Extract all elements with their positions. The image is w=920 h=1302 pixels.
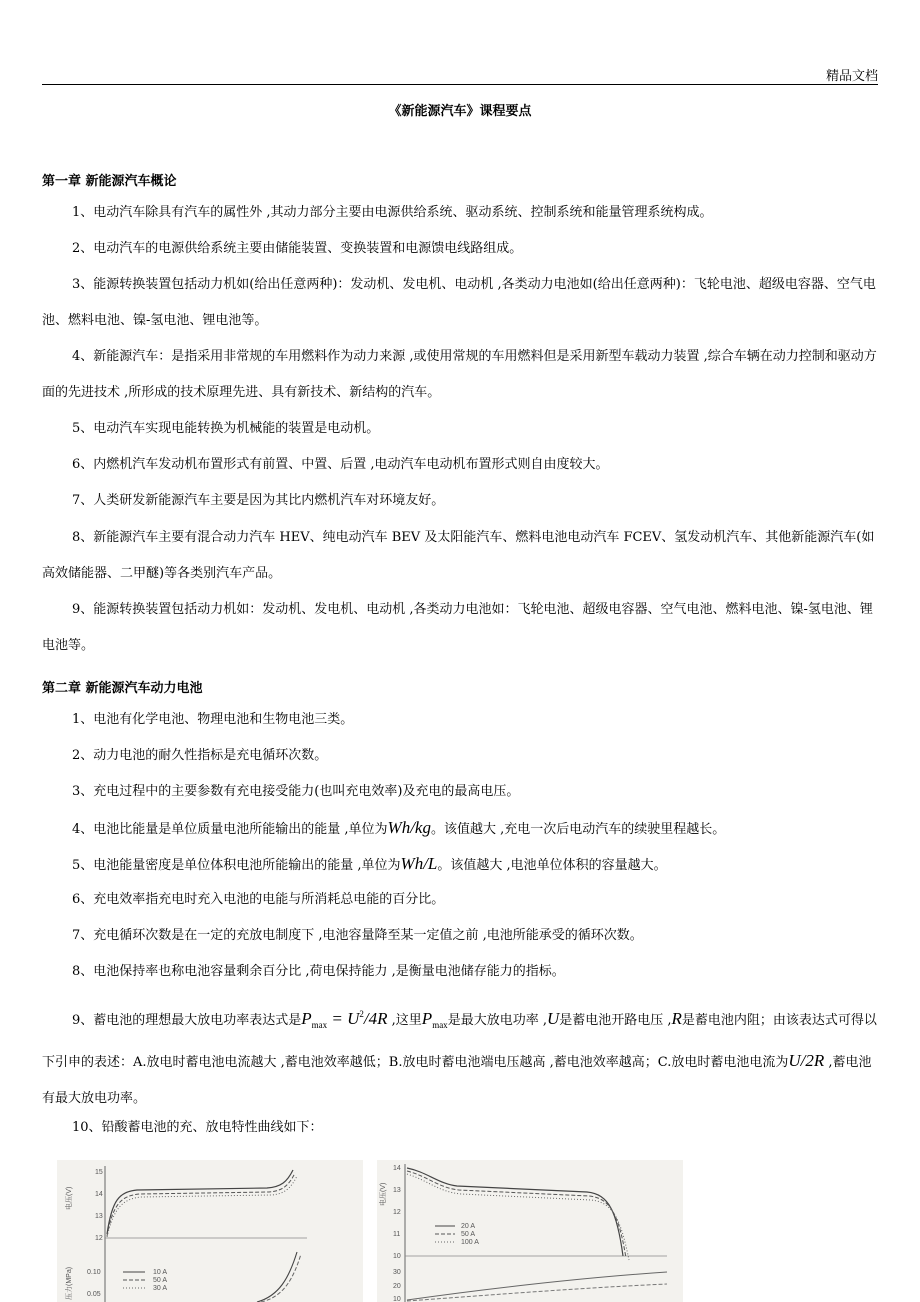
discharge-curve-figure	[377, 1160, 683, 1302]
ch1-item-2: 2、电动汽车的电源供给系统主要由储能装置、变换装置和电源馈电线路组成。	[72, 241, 523, 256]
legend-100a: 100 A	[461, 1239, 479, 1246]
left-tick-12: 12	[95, 1235, 103, 1242]
right-tick-11: 11	[393, 1231, 401, 1238]
symbol-r: R	[671, 1009, 682, 1028]
legend-50a: 50 A	[153, 1277, 168, 1284]
ch1-item-1: 1、电动汽车除具有汽车的属性外 ,其动力部分主要由电源供给系统、驱动系统、控制系统和能量管理系统构成。	[72, 205, 713, 220]
legend-30a: 30 A	[153, 1285, 168, 1292]
symbol-u: U	[546, 1009, 560, 1028]
ch2-item-10: 10、铅酸蓄电池的充、放电特性曲线如下：	[72, 1120, 323, 1135]
header-rule	[42, 84, 878, 85]
chapter-1-heading: 第一章 新能源汽车概论	[42, 174, 177, 189]
ch1-item-8: 8、新能源汽车主要有混合动力汽车 HEV、纯电动汽车 BEV 及太阳能汽车、燃料电池电动汽车 FCEV、氢发动机汽车、其他新能源汽车(如高效储能器、二甲醚)等各类别汽车产品。	[42, 530, 875, 581]
ch2-item-4-after: 。该值越大 ,充电一次后电动汽车的续驶里程越长。	[430, 822, 726, 837]
header-label: 精品文档	[825, 69, 878, 84]
ch2-item-4-before: 4、电池比能量是单位质量电池所能输出的能量 ,单位为	[72, 822, 388, 837]
formula-u-2r: U/2R	[788, 1051, 825, 1070]
right-tick-10-lower: 10	[393, 1296, 401, 1302]
unit-wh-l: Wh/L	[400, 854, 438, 873]
ch2-item-2: 2、动力电池的耐久性指标是充电循环次数。	[72, 748, 328, 763]
formula-pmax: $P_{max} = U^2/4R$	[301, 1009, 388, 1030]
charge-curve-50a	[107, 1173, 295, 1236]
right-tick-13: 13	[393, 1187, 401, 1194]
symbol-pmax: $P_{max}$	[421, 1009, 448, 1030]
discharge-curve-20a	[407, 1168, 623, 1256]
right-y-label: 电压(V)	[380, 1182, 387, 1206]
discharge-curve-chart	[377, 1160, 683, 1302]
temp-curve-2	[407, 1284, 667, 1301]
temp-curve-1	[407, 1272, 667, 1300]
ch1-item-4: 4、新能源汽车：是指采用非常规的车用燃料作为动力来源 ,或使用常规的车用燃料但是采用新型车载动力装置 ,综合车辆在动力控制和驱动方面的先进技术 ,所形成的技术原理先进、具有新技术、新结构的汽车。	[42, 349, 877, 400]
legend-50a-r: 50 A	[461, 1231, 476, 1238]
ch2-item-5	[42, 846, 880, 884]
ch1-item-7: 7、人类研发新能源汽车主要是因为其比内燃机汽车对环境友好。	[72, 493, 445, 508]
unit-wh-kg: Wh/kg	[387, 818, 431, 837]
ch2-item-9-lead: 9、蓄电池的理想最大放电功率表达式是	[72, 1013, 302, 1028]
ch2-item-3: 3、充电过程中的主要参数有充电接受能力(也叫充电效率)及充电的最高电压。	[72, 784, 520, 799]
discharge-curve-50a	[407, 1171, 626, 1258]
ch2-item-8: 8、电池保持率也称电池容量剩余百分比 ,荷电保持能力 ,是衡量电池储存能力的指标。	[72, 964, 565, 979]
pressure-curve-1	[257, 1252, 297, 1302]
right-tick-12: 12	[393, 1209, 401, 1216]
ch1-item-9: 9、能源转换装置包括动力机如：发动机、发电机、电动机 ,各类动力电池如：飞轮电池、超级电容器、空气电池、燃料电池、镍-氢电池、锂电池等。	[42, 602, 873, 653]
right-tick-30: 30	[393, 1269, 401, 1276]
left-tick-15: 15	[95, 1169, 103, 1176]
discharge-curve-100a	[407, 1174, 629, 1260]
ch1-item-5: 5、电动汽车实现电能转换为机械能的装置是电动机。	[72, 421, 380, 436]
right-tick-20: 20	[393, 1283, 401, 1290]
pressure-curve-2	[261, 1254, 301, 1302]
ch2-item-9: 9、蓄电池的理想最大放电功率表达式是$P_{max} = U^2/4R$ ,这里$P_{max}$是最大放电功率 ,U是蓄电池开路电压 ,R是蓄电池内阻；由该表达式可得以下引申的表述：A.放电时蓄电池电流越大 ,蓄电池效率越低；B.放电时蓄电池端电压越高 ,蓄电池效率越高；C.放电时蓄电池电流为U/2R ,蓄电池有最大放电功率。	[42, 1009, 877, 1106]
left-tick-005: 0.05	[87, 1291, 101, 1298]
ch1-item-3: 3、能源转换装置包括动力机如(给出任意两种)：发动机、发电机、电动机 ,各类动力电池如(给出任意两种)：飞轮电池、超级电容器、空气电池、燃料电池、镍-氢电池、锂电池等。	[42, 277, 876, 328]
ch2-item-5-before: 5、电池能量密度是单位体积电池所能输出的能量 ,单位为	[72, 858, 401, 873]
ch1-item-6: 6、内燃机汽车发动机布置形式有前置、中置、后置 ,电动汽车电动机布置形式则自由度较大。	[72, 457, 609, 472]
ch2-item-7: 7、充电循环次数是在一定的充放电制度下 ,电池容量降至某一定值之前 ,电池所能承受的循环次数。	[72, 928, 643, 943]
charge-curve-chart	[57, 1160, 363, 1302]
right-tick-10: 10	[393, 1253, 401, 1260]
page-title: 《新能源汽车》课程要点	[388, 104, 532, 119]
legend-20a: 20 A	[461, 1223, 476, 1230]
ch2-item-4	[42, 810, 880, 848]
left-tick-010: 0.10	[87, 1269, 101, 1276]
ch2-item-5-after: 。该值越大 ,电池单位体积的容量越大。	[437, 858, 667, 873]
charge-curve-30a	[107, 1176, 297, 1237]
left-tick-13: 13	[95, 1213, 103, 1220]
legend-10a: 10 A	[153, 1269, 168, 1276]
ch2-item-1: 1、电池有化学电池、物理电池和生物电池三类。	[72, 712, 354, 727]
left-tick-14: 14	[95, 1191, 103, 1198]
right-tick-14: 14	[393, 1165, 401, 1172]
ch2-item-6: 6、充电效率指充电时充入电池的电能与所消耗总电能的百分比。	[72, 892, 445, 907]
chapter-2-heading: 第二章 新能源汽车动力电池	[42, 681, 203, 696]
left-y-label: 电压(V)	[66, 1186, 73, 1210]
left-y-label-lower: 压力(MPa)	[66, 1266, 73, 1300]
charge-curve-10a	[107, 1170, 293, 1234]
charge-curve-figure	[57, 1160, 363, 1302]
